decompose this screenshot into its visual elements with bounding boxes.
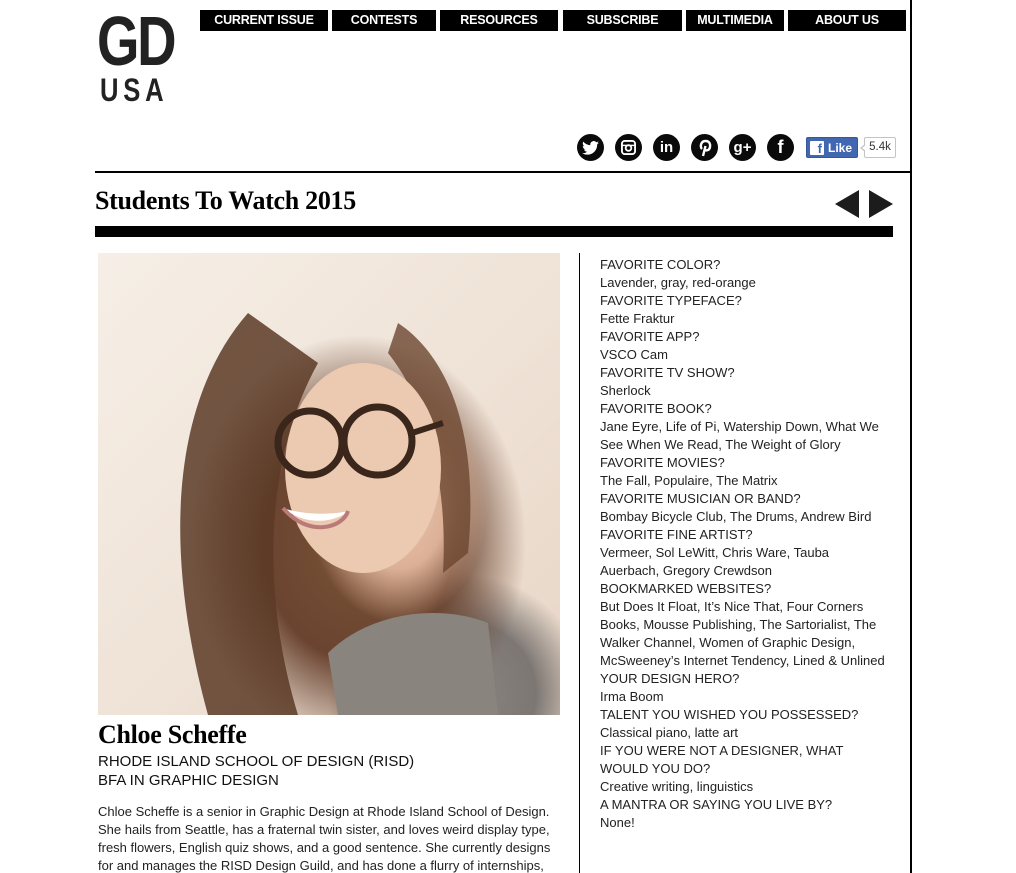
qa-question: FAVORITE APP? xyxy=(600,329,700,344)
like-count: 5.4k xyxy=(864,137,896,158)
qa-list xyxy=(600,256,885,832)
qa-answer: Fette Fraktur xyxy=(600,311,675,326)
qa-question: FAVORITE MUSICIAN OR BAND? xyxy=(600,491,801,506)
student-bio: Chloe Scheffe is a senior in Graphic Design at Rhode Island School of Design. She hails from Seattle, has a fraternal twin sister, and loves weird display type, fresh flowers, English quiz shows, and a good sentence. She currently designs for and manages the RISD Design Guild, and has done a flurry of internships, xyxy=(98,804,551,873)
qa-answer: But Does It Float, It’s Nice That, Four Corners Books, Mousse Publishing, The Sartorialist, The Walker Channel, Women of Graphic Design, McSweeney’s Internet Tendency, Lined & Unlined xyxy=(600,599,885,668)
qa-answer: Vermeer, Sol LeWitt, Chris Ware, Tauba Auerbach, Gregory Crewdson xyxy=(600,545,830,578)
qa-question: A MANTRA OR SAYING YOU LIVE BY? xyxy=(600,797,833,812)
facebook-f-icon: f xyxy=(810,141,824,155)
facebook-like-button[interactable] xyxy=(806,137,858,158)
nav-multimedia[interactable]: MULTIMEDIA xyxy=(686,10,784,31)
nav-resources[interactable]: RESOURCES xyxy=(440,10,558,31)
qa-answer: Creative writing, linguistics xyxy=(600,779,754,794)
pagination-arrows xyxy=(835,190,895,220)
column-divider xyxy=(579,253,580,873)
facebook-icon[interactable]: f xyxy=(767,134,794,161)
qa-answer: VSCO Cam xyxy=(600,347,668,362)
logo-gd: GD xyxy=(97,2,175,80)
nav-subscribe[interactable]: SUBSCRIBE xyxy=(563,10,682,31)
qa-answer: Jane Eyre, Life of Pi, Watership Down, What We See When We Read, The Weight of Glory xyxy=(600,419,879,452)
student-name: Chloe Scheffe xyxy=(98,720,247,749)
like-label: Like xyxy=(828,140,853,155)
qa-question: FAVORITE BOOK? xyxy=(600,401,712,416)
qa-question: IF YOU WERE NOT A DESIGNER, WHAT WOULD YOU DO? xyxy=(600,743,844,776)
qa-answer: Lavender, gray, red-orange xyxy=(600,275,756,290)
qa-answer: Bombay Bicycle Club, The Drums, Andrew Bird xyxy=(600,509,872,524)
nav-contests[interactable]: CONTESTS xyxy=(332,10,436,31)
student-school-block xyxy=(98,752,414,790)
google-plus-icon[interactable]: g+ xyxy=(729,134,756,161)
qa-answer: None! xyxy=(600,815,635,830)
qa-question: BOOKMARKED WEBSITES? xyxy=(600,581,772,596)
qa-question: FAVORITE TYPEFACE? xyxy=(600,293,742,308)
qa-question: TALENT YOU WISHED YOU POSSESSED? xyxy=(600,707,859,722)
qa-answer: Sherlock xyxy=(600,383,651,398)
previous-arrow-icon[interactable] xyxy=(835,190,859,218)
pinterest-icon[interactable] xyxy=(691,134,718,161)
qa-question: YOUR DESIGN HERO? xyxy=(600,671,740,686)
gdusa-logo[interactable] xyxy=(97,2,181,108)
qa-answer: The Fall, Populaire, The Matrix xyxy=(600,473,778,488)
student-school: RHODE ISLAND SCHOOL OF DESIGN (RISD) xyxy=(98,753,415,770)
qa-answer: Irma Boom xyxy=(600,689,664,704)
page-right-border xyxy=(910,0,912,873)
title-underline-bar xyxy=(95,226,893,237)
student-degree: BFA IN GRAPHIC DESIGN xyxy=(98,772,279,789)
logo-usa: USA xyxy=(100,72,169,108)
page-title: Students To Watch 2015 xyxy=(95,186,356,215)
nav-about-us[interactable]: ABOUT US xyxy=(788,10,906,31)
instagram-icon[interactable] xyxy=(615,134,642,161)
qa-answer: Classical piano, latte art xyxy=(600,725,739,740)
student-photo xyxy=(98,253,560,715)
next-arrow-icon[interactable] xyxy=(869,190,893,218)
qa-question: FAVORITE MOVIES? xyxy=(600,455,725,470)
qa-question: FAVORITE COLOR? xyxy=(600,257,721,272)
nav-current-issue[interactable]: CURRENT ISSUE xyxy=(200,10,328,31)
twitter-icon[interactable] xyxy=(577,134,604,161)
header-divider xyxy=(95,171,911,173)
qa-question: FAVORITE TV SHOW? xyxy=(600,365,735,380)
qa-question: FAVORITE FINE ARTIST? xyxy=(600,527,753,542)
linkedin-icon[interactable]: in xyxy=(653,134,680,161)
